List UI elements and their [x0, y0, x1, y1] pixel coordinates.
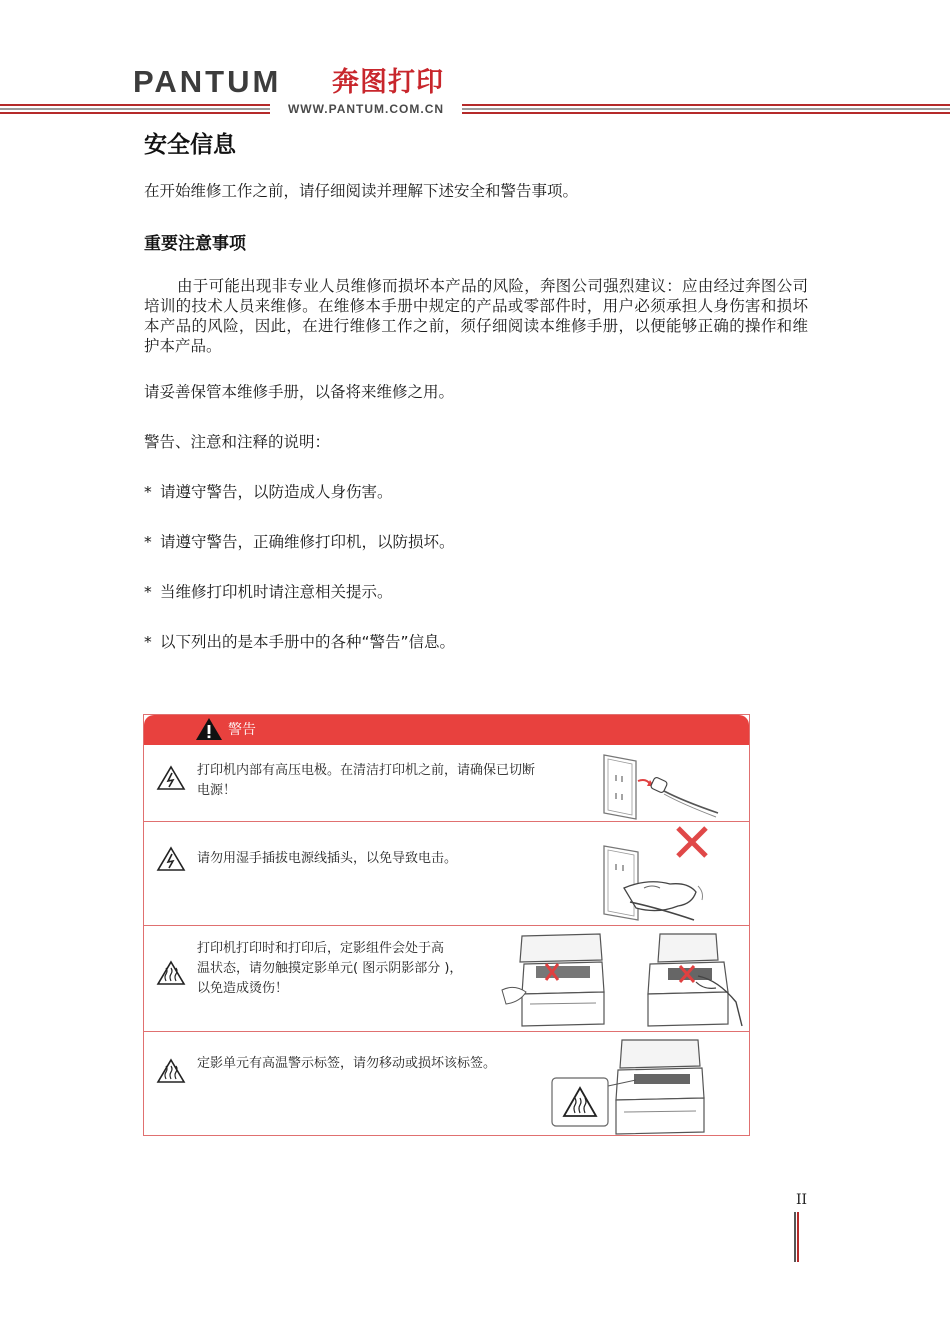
logo-pantum: PANTUM — [133, 64, 282, 99]
warning-row-wet-hands — [144, 821, 749, 926]
header-rule-red-lower — [0, 112, 950, 114]
warning-table — [143, 714, 750, 1136]
warning-header-label: 警告 — [228, 722, 256, 738]
warning-row-line: 定影单元有高温警示标签，请勿移动或损坏该标签。 — [197, 1056, 497, 1071]
wet-hand-outlet-illustration — [598, 822, 738, 924]
warning-row-line: 以免造成烫伤！ — [197, 981, 289, 996]
warning-row-label — [144, 1031, 749, 1136]
warning-row-line: 打印机内部有高压电极。在清洁打印机之前，请确保已切断 — [197, 763, 536, 778]
page-marker-bar-red — [797, 1212, 799, 1262]
high-voltage-icon — [156, 846, 186, 872]
bullet-text: 当维修打印机时请注意相关提示。 — [160, 583, 393, 601]
bullet-mark: * — [144, 483, 152, 501]
hot-surface-icon — [156, 960, 186, 986]
bullet-text: 请遵守警告，以防造成人身伤害。 — [160, 483, 393, 501]
section-subtitle: 重要注意事项 — [144, 234, 246, 254]
warning-row-hot-fuser — [144, 925, 749, 1032]
page-title: 安全信息 — [144, 132, 236, 158]
high-voltage-icon — [156, 765, 186, 791]
legend-intro: 警告、注意和注释的说明： — [144, 433, 331, 451]
hot-surface-icon — [156, 1058, 186, 1084]
printer-open-illustration — [500, 930, 610, 1030]
warning-row-line: 电源！ — [197, 783, 237, 798]
bullet-mark: * — [144, 533, 152, 551]
warning-row-high-voltage — [144, 745, 749, 821]
bullet-item — [144, 532, 455, 552]
printer-hand-touch-illustration — [638, 930, 748, 1030]
bullet-mark: * — [144, 633, 152, 651]
warning-row-line: 温状态，请勿触摸定影单元( 图示阴影部分 )， — [197, 961, 463, 976]
warning-row-line: 打印机打印时和打印后，定影组件会处于高 — [197, 941, 445, 956]
bullet-item — [144, 632, 455, 652]
warning-triangle-icon — [195, 717, 223, 741]
bullet-text: 请遵守警告，正确维修打印机，以防损坏。 — [160, 533, 455, 551]
bullet-item — [144, 482, 393, 502]
logo-chinese: 奔图打印 — [332, 67, 444, 98]
warning-table-header — [144, 715, 749, 745]
header-rule-red — [0, 104, 950, 106]
warning-row-line: 请勿用湿手插拔电源线插头，以免导致电击。 — [197, 851, 458, 866]
bullet-mark: * — [144, 583, 152, 601]
body-paragraph: 由于可能出现非专业人员维修而损坏本产品的风险，奔图公司强烈建议：应由经过奔图公司培训的技术人员来维修。在维修本手册中规定的产品或零部件时，用户必须承担人身伤害和损坏本产品的风险，因此，在进行维修工作之前，须仔细阅读本维修手册，以便能够正确的操作和维护本产品。 — [144, 277, 808, 355]
header-url: WWW.PANTUM.COM.CN — [270, 102, 462, 116]
intro-text: 在开始维修工作之前，请仔细阅读并理解下述安全和警告事项。 — [144, 182, 579, 200]
unplug-outlet-illustration — [598, 751, 728, 821]
header-rule-gray — [0, 108, 950, 110]
bullet-text: 以下列出的是本手册中的各种“警告”信息。 — [160, 633, 456, 651]
page-number: II — [796, 1192, 808, 1208]
fuser-label-illustration — [548, 1036, 714, 1136]
page-marker-bar — [794, 1212, 796, 1262]
bullet-item — [144, 582, 393, 602]
keep-manual-note: 请妥善保管本维修手册，以备将来维修之用。 — [144, 383, 455, 401]
